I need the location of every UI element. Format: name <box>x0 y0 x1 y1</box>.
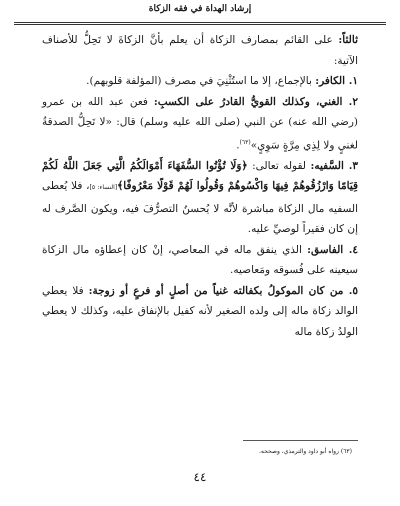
paragraph-text: فلا يعطي الوالد زكاة ماله إلى ولده الصغير لأنه كفيل بالإنفاق عليه، وكذلك لا يعطي الولدُ زكاة ماله <box>42 284 358 338</box>
main-text <box>42 30 358 342</box>
footnote: (٦٣) رواه أبو داود والترمذي، وصححه. <box>259 448 352 455</box>
page-number: ٤٤ <box>193 470 207 484</box>
paragraph-text: الذي ينفق ماله في المعاصي، إنْ كان إعطاؤه مال الزكاة سيعينه على فُسوقه ومَعاصيه. <box>42 243 358 276</box>
footnote-divider <box>243 440 358 441</box>
paragraph-item-4 <box>42 240 358 281</box>
footnote-reference: (٦٣) <box>239 138 251 146</box>
paragraph-lead: ٥. من كان الموكولُ بكفالته غنياً من أصلٍ أو فرعٍ أو زوجة: <box>88 284 359 297</box>
paragraph-lead: ١. الكافر: <box>315 75 358 87</box>
paragraph-text: فعن عبد الله بن عمرو (رضي الله عنه) عن النبي (صلى الله عليه وسلم) قال: «لا تَحِلُّ الصدقةُ لغنيٍ ولا لِذِي مِرَّةٍ سَوِيٍ» <box>42 95 358 151</box>
paragraph-item-5 <box>42 281 358 343</box>
paragraph-item-1 <box>42 71 358 92</box>
paragraph-text: بالإجماع، إلا ما استُثْنِيَ في مصرف (المؤلفة قلوبهم). <box>86 75 316 87</box>
paragraph-item-3 <box>42 156 358 240</box>
paragraph-lead: ٢. الغني، وكذلك القويُّ القادرُ على الكسبِ: <box>153 95 358 108</box>
paragraph-text: لقوله تعالى: <box>247 159 311 172</box>
paragraph-lead: ثالثاً: <box>338 34 358 46</box>
verse-reference: [النساء: ٥] <box>89 184 118 191</box>
paragraph-intro <box>42 30 358 71</box>
paragraph-lead: ٣. السَّفيه: <box>310 159 358 172</box>
paragraph-tail: ، فلا يُعطى السفيه مال الزكاة مباشرة لأنَّه لا يُحسنُ التصرُّفَ فيه، ويكون الصَّرف له إن كان فقيراً لوصيِّ عليه. <box>42 180 358 235</box>
running-header: إرشاد الهداة في فقه الزكاة <box>14 0 386 23</box>
quran-verse: ﴿وَلَا تُؤْتُوا السُّفَهَاءَ أَمْوَالَكُمُ الَّتِي جَعَلَ اللَّهُ لَكُمْ قِيَامًا وَارْزُقُوهُمْ فِيهَا وَاكْسُوهُمْ وَقُولُوا لَهُمْ قَوْلًا مَعْرُوفًا﴾ <box>42 159 359 192</box>
paragraph-item-2 <box>42 92 358 156</box>
paragraph-tail: . <box>236 139 240 151</box>
paragraph-text: على القائم بمصارف الزكاة أن يعلم بأنَّ الزكاةَ لا تَحِلُّ للأصناف الآتية: <box>42 34 358 67</box>
paragraph-lead: ٤. الفاسق: <box>307 243 358 256</box>
